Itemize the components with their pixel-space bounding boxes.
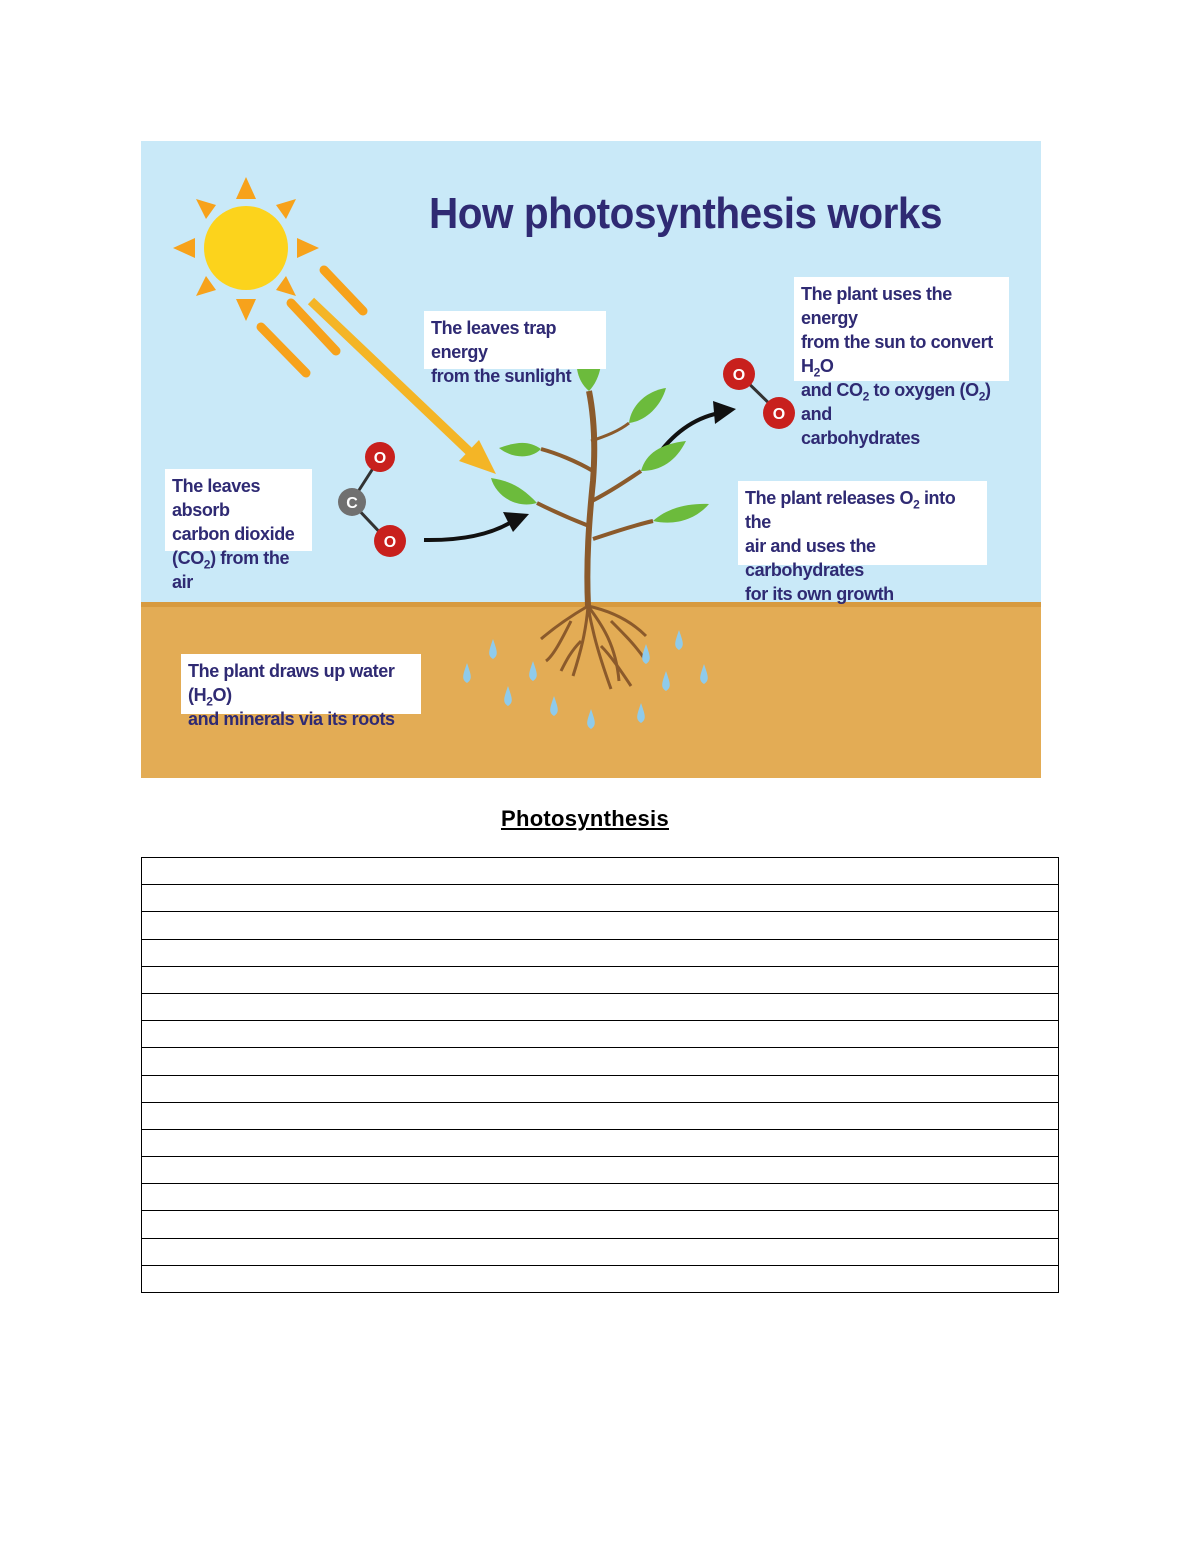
- writing-line-row: [142, 966, 1059, 993]
- writing-line-row: [142, 1048, 1059, 1075]
- writing-line-cell[interactable]: [142, 1157, 1059, 1184]
- writing-line-row: [142, 1075, 1059, 1102]
- writing-line-row: [142, 1157, 1059, 1184]
- co2-intake-arrow: [424, 512, 529, 540]
- writing-line-cell[interactable]: [142, 1048, 1059, 1075]
- diagram-title: How photosynthesis works: [429, 189, 943, 238]
- sunlight-beams: [261, 270, 363, 373]
- callout-trap-line-1: The leaves trap energy: [431, 318, 557, 362]
- writing-line-cell[interactable]: [142, 912, 1059, 939]
- writing-line-cell[interactable]: [142, 1102, 1059, 1129]
- co2-oxygen-label-2: O: [383, 534, 397, 551]
- writing-line-cell[interactable]: [142, 966, 1059, 993]
- writing-line-cell[interactable]: [142, 1184, 1059, 1211]
- writing-line-row: [142, 1238, 1059, 1265]
- writing-line-row: [142, 1265, 1059, 1292]
- plant-roots: [541, 606, 646, 689]
- callout-uses-line-1: The plant uses the energy: [801, 284, 952, 328]
- writing-line-row: [142, 885, 1059, 912]
- writing-line-cell[interactable]: [142, 1021, 1059, 1048]
- writing-line-cell[interactable]: [142, 1265, 1059, 1292]
- callout-water-line-2: and minerals via its roots: [188, 709, 395, 729]
- callout-plant-releases-o2: [738, 481, 987, 604]
- callout-absorb-line-2: carbon dioxide: [172, 524, 295, 544]
- callout-absorb-line-1: The leaves absorb: [172, 476, 261, 520]
- o2-oxygen-label-1: O: [732, 367, 746, 384]
- callout-leaves-trap-energy: [424, 311, 606, 386]
- co2-oxygen-label-1: O: [373, 450, 387, 467]
- callout-absorb-line-3: $(CO_2)$ from the air: [172, 548, 290, 592]
- writing-line-row: [142, 993, 1059, 1020]
- writing-line-cell[interactable]: [142, 858, 1059, 885]
- writing-line-cell[interactable]: [142, 1238, 1059, 1265]
- photosynthesis-diagram: [141, 141, 1041, 778]
- callout-trap-line-2: from the sunlight: [431, 366, 572, 386]
- writing-line-row: [142, 1102, 1059, 1129]
- writing-line-cell[interactable]: [142, 939, 1059, 966]
- callout-uses-line-2: from the sun to convert $H_2O$: [801, 332, 993, 380]
- writing-line-row: [142, 912, 1059, 939]
- writing-line-row: [142, 1211, 1059, 1238]
- o2-molecule: [723, 358, 795, 429]
- writing-line-row: [142, 1021, 1059, 1048]
- water-drops: [463, 630, 708, 729]
- callout-release-line-1: The plant releases $O_2$ into the: [745, 488, 956, 532]
- callout-water-line-1: The plant draws up water $(H_2O)$: [188, 661, 395, 709]
- callout-uses-line-3: and $CO_2$ to oxygen $(O_2)$ and: [801, 380, 991, 424]
- callout-uses-line-4: carbohydrates: [801, 428, 920, 448]
- writing-lines-table: [141, 857, 1059, 1293]
- writing-line-row: [142, 939, 1059, 966]
- writing-line-row: [142, 858, 1059, 885]
- writing-line-row: [142, 1184, 1059, 1211]
- callout-release-line-2: air and uses the carbohydrates: [745, 536, 876, 580]
- callout-release-line-3: for its own growth: [745, 584, 894, 604]
- writing-line-row: [142, 1129, 1059, 1156]
- callout-plant-uses-energy: [794, 277, 1009, 448]
- writing-line-cell[interactable]: [142, 1129, 1059, 1156]
- callout-leaves-absorb-co2: [165, 469, 312, 592]
- writing-line-cell[interactable]: [142, 1075, 1059, 1102]
- co2-carbon-label: C: [346, 495, 358, 512]
- sun-icon: [173, 177, 319, 321]
- writing-line-cell[interactable]: [142, 993, 1059, 1020]
- co2-molecule: [338, 442, 406, 557]
- callout-plant-draws-water: [181, 654, 421, 729]
- o2-oxygen-label-2: O: [772, 406, 786, 423]
- writing-line-cell[interactable]: [142, 1211, 1059, 1238]
- worksheet-title: Photosynthesis: [500, 806, 669, 831]
- sun-disc: [204, 206, 288, 290]
- writing-line-cell[interactable]: [142, 885, 1059, 912]
